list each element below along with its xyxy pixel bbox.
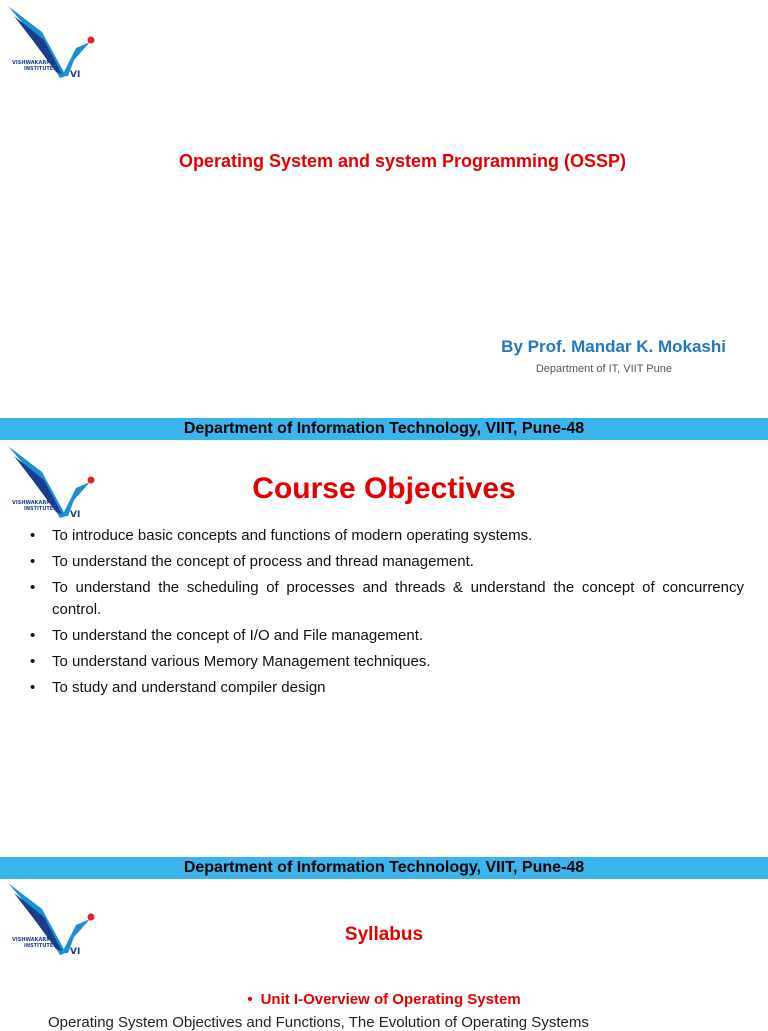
svg-text:VISHWAKARMA: VISHWAKARMA bbox=[12, 937, 56, 943]
course-objectives-title: Course Objectives bbox=[252, 472, 516, 505]
vishwakarma-logo bbox=[4, 2, 100, 88]
svg-text:INSTITUTES: INSTITUTES bbox=[24, 943, 57, 949]
list-item: • To introduce basic concepts and functions of modern operating systems. bbox=[30, 525, 744, 547]
svg-text:VISHWAKARMA: VISHWAKARMA bbox=[12, 60, 56, 66]
syllabus-text: Operating System Objectives and Functions, The Evolution of Operating Systems bbox=[48, 1014, 589, 1031]
list-item: • To understand the concept of I/O and File management. bbox=[30, 625, 744, 647]
presentation-title: Operating System and system Programming (OSSP) bbox=[178, 151, 627, 171]
bullet-icon: • bbox=[30, 553, 36, 570]
author-name: By Prof. Mandar K. Mokashi bbox=[501, 337, 726, 356]
svg-text:INSTITUTES: INSTITUTES bbox=[24, 66, 57, 72]
bullet-icon: • bbox=[30, 627, 36, 644]
svg-text:VISHWAKARMA: VISHWAKARMA bbox=[12, 500, 56, 506]
author-department: Department of IT, VIIT Pune bbox=[535, 363, 672, 375]
objectives-list bbox=[30, 525, 744, 703]
unit-heading: • Unit I-Overview of Operating System bbox=[247, 991, 521, 1008]
bullet-icon: • bbox=[30, 579, 36, 596]
bullet-icon: • bbox=[30, 679, 36, 696]
slide-2-footer: Department of Information Technology, VIIT, Pune-48 bbox=[0, 857, 768, 879]
vishwakarma-logo bbox=[4, 879, 100, 965]
list-item: • To understand various Memory Management techniques. bbox=[30, 651, 744, 673]
list-item: • To understand the scheduling of processes and threads & understand the concept of concurrency control. bbox=[30, 579, 744, 618]
bullet-icon: • bbox=[30, 653, 36, 670]
syllabus-title: Syllabus bbox=[344, 924, 424, 945]
svg-text:VI: VI bbox=[70, 70, 81, 80]
slide-1-footer: Department of Information Technology, VIIT, Pune-48 bbox=[0, 418, 768, 440]
svg-text:VI: VI bbox=[70, 947, 81, 957]
bullet-icon: • bbox=[30, 527, 36, 544]
slide-1 bbox=[0, 0, 768, 418]
svg-text:VI: VI bbox=[70, 510, 81, 520]
list-item: • To study and understand compiler design bbox=[30, 677, 744, 699]
bullet-icon: • bbox=[247, 991, 253, 1008]
svg-text:INSTITUTES: INSTITUTES bbox=[24, 506, 57, 512]
list-item: • To understand the concept of process and thread management. bbox=[30, 551, 744, 573]
